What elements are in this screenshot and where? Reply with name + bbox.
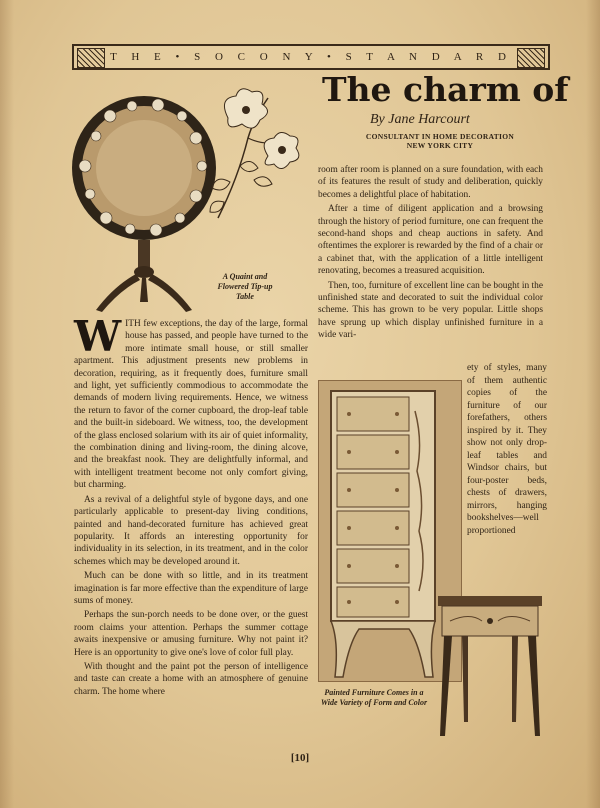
paragraph-1-text: ITH few exceptions, the day of the large, formal house has passed, and people have turned to the more intimate small house, or still smaller apartment. This adjustment presents new problems in decoration, requiring, as it frequently does, furniture small and light, yet sufficiently commodious to accommodate the demands of modern living requirements. Hence, we witness the return to favor of the corner cupboard, the drop-leaf table and the built-in sideboard. We witness, too, the development of the glass enclosed solarium with its air of quiet informality, the combination dining and living-room, the dining alcove, and the breakfast nook. They are delightfully informal, and with intelligent treatment become not only comfort giving, but charming. [74, 319, 308, 491]
paragraph-2: As a revival of a delightful style of bygone days, and one particularly applicable to present-day living conditions, painted and hand-decorated furniture has achieved great popularity. It affords an interesting opportunity for individuality in its selection, in its treatment, and in the color schemes which may be developed around it. [74, 494, 308, 567]
credentials-line-1: CONSULTANT IN HOME DECORATION [365, 132, 515, 141]
article-headline: The charm of [322, 70, 569, 109]
article-column-left [74, 312, 308, 700]
article-column-right [318, 164, 543, 344]
flower-spray-illustration [188, 78, 306, 228]
page-edge-shadow-right [586, 0, 600, 808]
paragraph-7: After a time of diligent application and a browsing through the history of period furniture, one can frequent the second-hand shops and cheap auctions in safety. And oftentimes the explorer is rewarded by the find of a chair or a cabinet that, with the application of a little intelligent renovating, becomes a treasured acquisition. [318, 204, 543, 277]
author-credentials [340, 132, 540, 150]
masthead-ornament-left [77, 48, 105, 68]
photo-caption: Painted Furniture Comes in a Wide Variety of Form and Color [320, 688, 428, 707]
drop-cap: W [74, 312, 122, 361]
masthead-title: T H E • S O C O N Y • S T A N D A R D [110, 51, 512, 63]
paragraph-8: Then, too, furniture of excellent line can be bought in the unfinished state and decorated to suit the individual color scheme. This has grown to be very popular. Little shops have sprung up which display unfinished furniture in a wide vari- [318, 280, 543, 341]
masthead-ornament-right [517, 48, 545, 68]
paragraph-1 [74, 312, 308, 492]
painted-stand-illustration [430, 590, 550, 740]
paragraph-5: With thought and the paint pot the person of intelligence and taste can create a home with an atmosphere of genuine charm. The home where [74, 661, 308, 697]
page-number: [10] [290, 752, 310, 764]
table-illustration-caption: A Quaint and Flowered Tip-up Table [217, 272, 273, 301]
article-byline: By Jane Harcourt [370, 112, 470, 127]
masthead-bar [72, 44, 550, 70]
paragraph-3: Much can be done with so little, and in its treatment imagination is far more effective than the expenditure of large sums of money. [74, 571, 308, 606]
page-edge-shadow-left [0, 0, 14, 808]
credentials-line-2: NEW YORK CITY [406, 141, 474, 150]
paragraph-4: Perhaps the sun-porch needs to be done over, or the guest room claims your attention. Perhaps the summer cottage awaits inexpensive or amusing furniture. Why not paint it? Here is an opportunity to give one's love of color full play. [74, 610, 308, 658]
article-column-narrow: ety of styles, many of them authentic copies of the furniture of our forefathers, others inspired by it. They show not only drop-leaf tables and Windsor chairs, but four-poster beds, chests of drawers, mirrors, hanging bookshelves—well proportioned [467, 363, 547, 536]
paragraph-6: room after room is planned on a sure foundation, with each of its features the result of study and deliberation, quickly becomes a delightful place of habitation. [318, 165, 543, 200]
